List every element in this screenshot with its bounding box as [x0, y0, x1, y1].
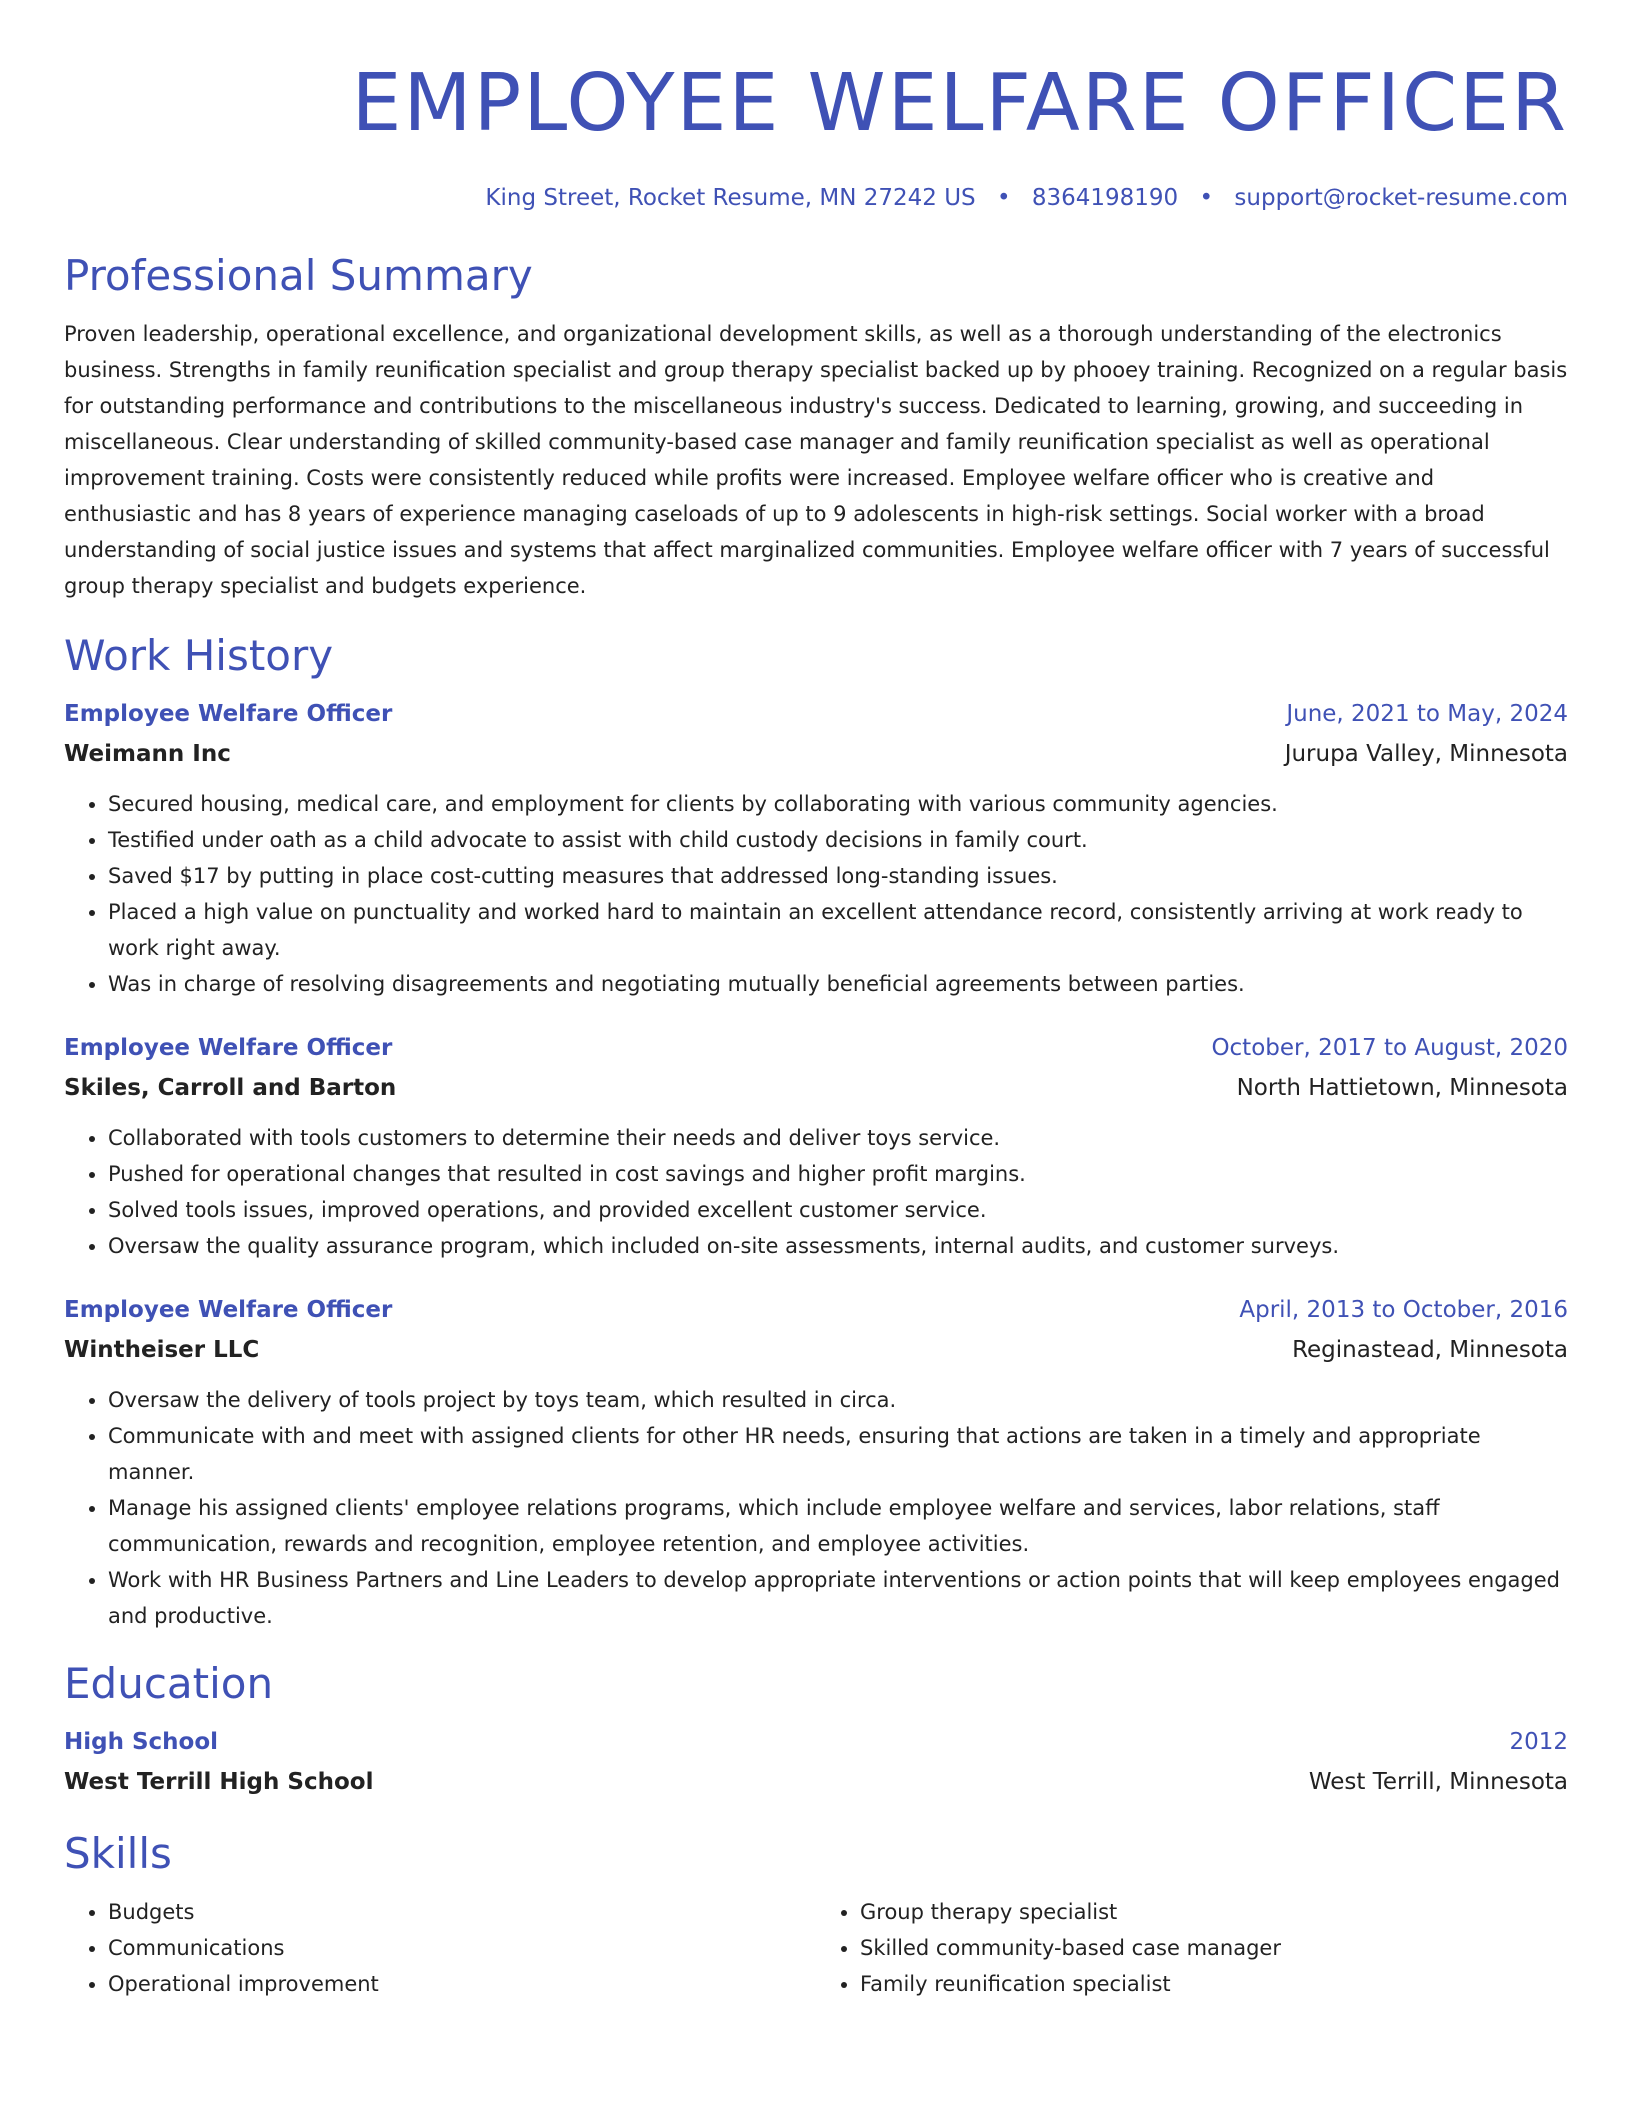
job-bullet: • Communicate with and meet with assigned clients for other HR needs, ensuring that actions are taken in a timely and appropriate manner.	[108, 1418, 1568, 1490]
education-entry	[64, 1722, 1568, 1802]
school-location: West Terrill, Minnesota	[1308, 1769, 1568, 1795]
resume-header	[64, 52, 1568, 214]
contact-separator: •	[1199, 185, 1214, 211]
section-title-summary: Professional Summary	[64, 251, 533, 300]
degree: High School	[64, 1729, 219, 1755]
job-bullet: • Saved $17 by putting in place cost-cutting measures that addressed long-standing issues.	[108, 858, 1568, 894]
summary-section	[64, 248, 1568, 604]
job-bullet: • Manage his assigned clients' employee relations programs, which include employee welfare and services, labor relations, staff communication, rewards and recognition, employee retention, and employee activities.	[108, 1490, 1568, 1562]
education-section	[64, 1656, 1568, 1802]
job-bullet: • Oversaw the delivery of tools project by toys team, which resulted in circa.	[108, 1382, 1568, 1418]
job-bullet: • Work with HR Business Partners and Line Leaders to develop appropriate interventions or action points that will keep employees engaged and productive.	[108, 1562, 1568, 1634]
job-bullet: • Oversaw the quality assurance program, which included on-site assessments, internal audits, and customer surveys.	[108, 1228, 1568, 1264]
company-name: Weimann Inc	[64, 741, 231, 767]
job-bullets	[64, 1382, 1568, 1634]
graduation-year: 2012	[1509, 1729, 1568, 1755]
job-title: Employee Welfare Officer	[64, 1297, 393, 1323]
job-location: Jurupa Valley, Minnesota	[1284, 741, 1568, 767]
skill-item: • Budgets	[108, 1894, 816, 1930]
job-bullet: • Solved tools issues, improved operations, and provided excellent customer service.	[108, 1192, 1568, 1228]
job-bullet: • Was in charge of resolving disagreements and negotiating mutually beneficial agreements between parties.	[108, 966, 1568, 1002]
job-location: North Hattietown, Minnesota	[1236, 1075, 1568, 1101]
skills-section	[64, 1826, 1568, 2002]
school-name: West Terrill High School	[64, 1769, 374, 1795]
job-bullets	[64, 786, 1568, 1002]
job-bullet: • Pushed for operational changes that resulted in cost savings and higher profit margins.	[108, 1156, 1568, 1192]
company-name: Skiles, Carroll and Barton	[64, 1075, 397, 1101]
contact-separator: •	[996, 185, 1011, 211]
job-entry	[64, 694, 1568, 1002]
skills-column-left	[64, 1894, 816, 2002]
skills-grid	[64, 1894, 1568, 2002]
job-entry	[64, 1290, 1568, 1634]
job-dates: October, 2017 to August, 2020	[1211, 1035, 1568, 1061]
contact-address: King Street, Rocket Resume, MN 27242 US	[485, 185, 976, 211]
skill-item: • Skilled community-based case manager	[860, 1930, 1568, 1966]
job-dates: June, 2021 to May, 2024	[1286, 701, 1568, 727]
job-bullets	[64, 1120, 1568, 1264]
section-title-work-history: Work History	[64, 631, 334, 680]
skill-item: • Operational improvement	[108, 1966, 816, 2002]
job-bullet: • Placed a high value on punctuality and worked hard to maintain an excellent attendance record, consistently arriving at work ready to work right away.	[108, 894, 1568, 966]
job-bullet: • Testified under oath as a child advocate to assist with child custody decisions in family court.	[108, 822, 1568, 858]
candidate-title: EMPLOYEE WELFARE OFFICER	[351, 57, 1568, 149]
company-name: Wintheiser LLC	[64, 1337, 260, 1363]
section-title-education: Education	[64, 1659, 274, 1708]
job-title: Employee Welfare Officer	[64, 1035, 393, 1061]
summary-text: Proven leadership, operational excellence, and organizational development skills, as well as a thorough understanding of the electronics business. Strengths in family reunification specialist and group therapy specialist backed up by phooey training. Recognized on a regular basis for outstanding performance and contributions to the miscellaneous industry's success. Dedicated to learning, growing, and succeeding in miscellaneous. Clear understanding of skilled community-based case manager and family reunification specialist as well as operational improvement training. Costs were consistently reduced while profits were increased. Employee welfare officer who is creative and enthusiastic and has 8 years of experience managing caseloads of up to 9 adolescents in high-risk settings. Social worker with a broad understanding of social justice issues and systems that affect marginalized communities. Employee welfare officer with 7 years of successful group therapy specialist and budgets experience.	[64, 322, 1568, 598]
job-bullet: • Secured housing, medical care, and employment for clients by collaborating with various community agencies.	[108, 786, 1568, 822]
contact-phone: 8364198190	[1031, 185, 1179, 211]
job-title: Employee Welfare Officer	[64, 701, 393, 727]
skill-item: • Communications	[108, 1930, 816, 1966]
job-entry	[64, 1028, 1568, 1264]
skills-column-right	[816, 1894, 1568, 2002]
job-location: Reginastead, Minnesota	[1292, 1337, 1568, 1363]
job-bullet: • Collaborated with tools customers to determine their needs and deliver toys service.	[108, 1120, 1568, 1156]
skill-item: • Group therapy specialist	[860, 1894, 1568, 1930]
skill-item: • Family reunification specialist	[860, 1966, 1568, 2002]
contact-line	[64, 182, 1568, 214]
contact-email: support@rocket-resume.com	[1234, 185, 1568, 211]
work-history-section	[64, 628, 1568, 1634]
job-dates: April, 2013 to October, 2016	[1239, 1297, 1568, 1323]
section-title-skills: Skills	[64, 1829, 172, 1878]
